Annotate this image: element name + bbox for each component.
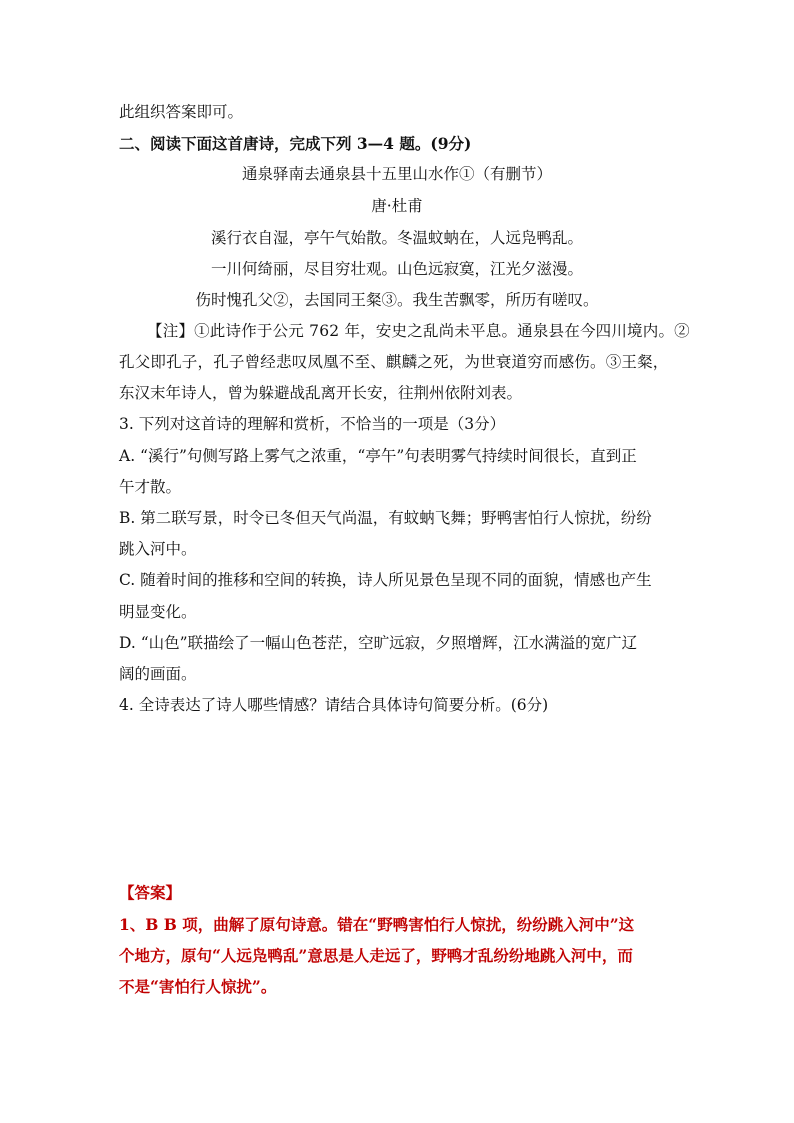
question-3: 3. 下列对这首诗的理解和赏析，不恰当的一项是（3分） (119, 415, 506, 433)
answer-line-3: 不是“害怕行人惊扰”。 (119, 977, 277, 996)
option-a-line-2: 午才散。 (119, 478, 182, 496)
poem-title: 通泉驿南去通泉县十五里山水作①（有删节） (241, 165, 552, 183)
option-c-line-2: 明显变化。 (119, 603, 197, 621)
option-b-line-2: 跳入河中。 (119, 540, 197, 558)
poem-line-1: 溪行衣自湿，亭午气始散。冬温蚊蚋在，人远凫鸭乱。 (210, 229, 583, 247)
section-heading: 二、阅读下面这首唐诗，完成下列 3—4 题。(9分) (119, 134, 472, 153)
answer-line-1: 1、B B 项，曲解了原句诗意。错在“野鸭害怕行人惊扰，纷纷跳入河中”这 (119, 915, 635, 934)
answer-line-2: 个地方，原句“人远凫鸭乱”意思是人走远了，野鸭才乱纷纷地跳入河中，而 (119, 946, 633, 965)
note-line-3: 东汉末年诗人，曾为躲避战乱离开长安，往荆州依附刘表。 (119, 384, 523, 402)
option-b-line-1: B. 第二联写景，时令已冬但天气尚温，有蚊蚋飞舞；野鸭害怕行人惊扰，纷纷 (119, 509, 652, 527)
note-line-2: 孔父即孔子，孔子曾经悲叹凤凰不至、麒麟之死，为世衰道穷而感伤。③王粲， (119, 353, 669, 371)
option-d-line-2: 阔的画面。 (119, 665, 197, 683)
poem-line-3: 伤时愧孔父②，去国同王粲③。我生苦飘零，所历有嗟叹。 (195, 291, 599, 309)
answer-heading: 【答案】 (119, 883, 182, 902)
poem-line-2: 一川何绮丽，尽目穷壮观。山色远寂寞，江光夕滋漫。 (210, 260, 583, 278)
option-c-line-1: C. 随着时间的推移和空间的转换，诗人所见景色呈现不同的面貌，情感也产生 (119, 571, 652, 589)
question-4: 4. 全诗表达了诗人哪些情感？请结合具体诗句简要分析。(6分) (119, 696, 549, 714)
note-line-1: 【注】①此诗作于公元 762 年，安史之乱尚未平息。通泉县在今四川境内。② (147, 322, 690, 340)
option-d-line-1: D. “山色”联描绘了一幅山色苍茫，空旷远寂，夕照增辉，江水满溢的宽广辽 (119, 634, 638, 652)
text-line-previous-answer-tail: 此组织答案即可。 (119, 103, 244, 121)
poem-author: 唐·杜甫 (371, 197, 423, 215)
option-a-line-1: A. “溪行”句侧写路上雾气之浓重，“亭午”句表明雾气持续时间很长，直到正 (119, 447, 637, 465)
